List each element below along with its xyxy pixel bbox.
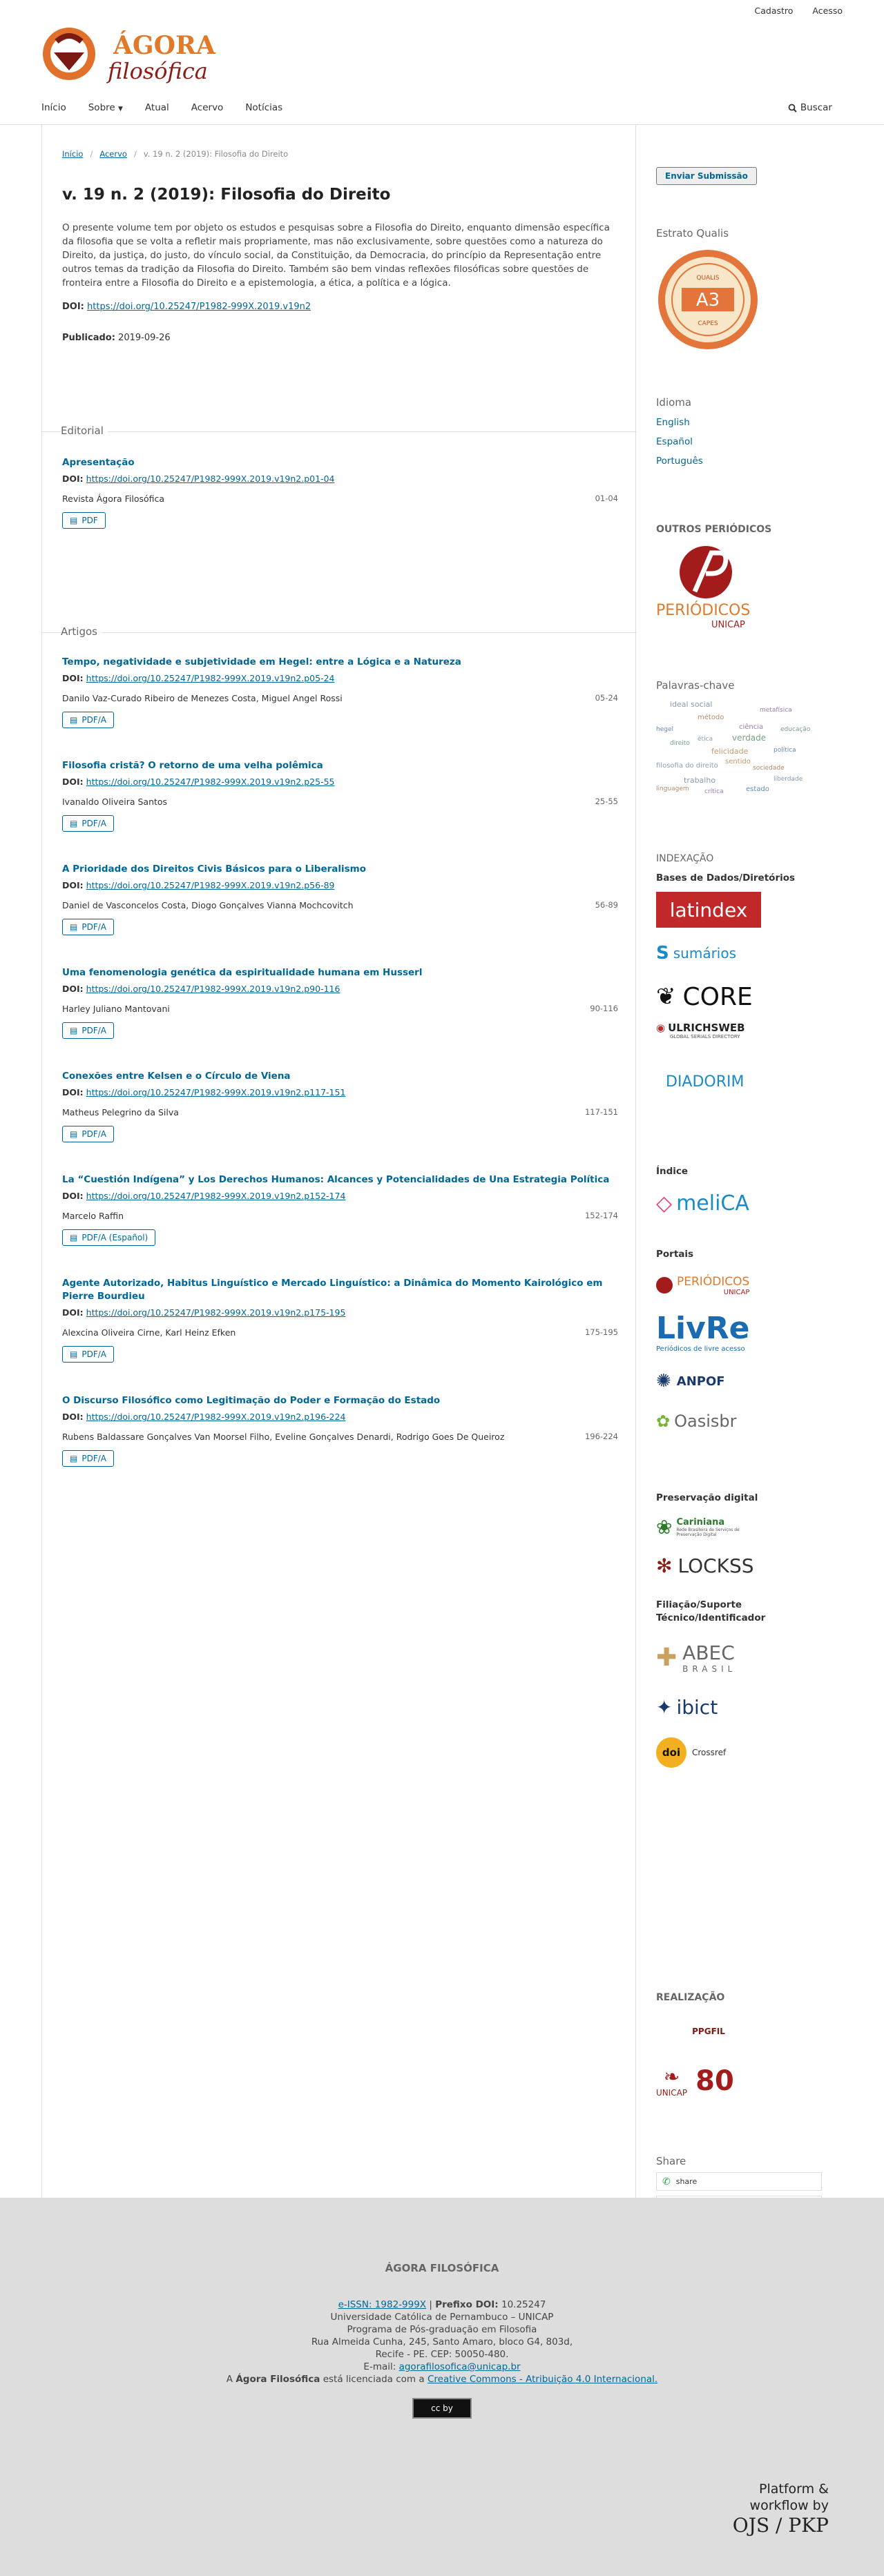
ibict-icon: ✦	[656, 1695, 673, 1719]
article-doi	[62, 1412, 618, 1422]
core-text: CORE	[682, 982, 753, 1011]
section-editorial-title: Editorial	[61, 425, 108, 437]
ulrichs-sub: GLOBAL SERIALS DIRECTORY	[670, 1034, 740, 1040]
article-title[interactable]: Agente Autorizado, Habitus Linguístico e Mercado Linguístico: a Dinâmica do Momento Kairológico em Pierre Bourdieu	[62, 1278, 603, 1302]
footer-issn-link[interactable]: e-ISSN: 1982-999X	[338, 2299, 427, 2310]
anpof-text: ANPOF	[676, 1374, 725, 1389]
main-nav	[41, 102, 282, 113]
section-articles-title: Artigos	[61, 625, 102, 638]
keyword-tag[interactable]: trabalho	[684, 776, 716, 785]
keyword-tag[interactable]: crítica	[704, 788, 724, 795]
article-title[interactable]: Uma fenomenologia genética da espiritualidade humana em Husserl	[62, 967, 423, 978]
keywords-title: Palavras-chave	[656, 679, 735, 692]
melica-text: meliCA	[676, 1191, 749, 1216]
melica-logo[interactable]	[656, 1187, 761, 1220]
search-label: Buscar	[800, 102, 832, 113]
article-entry	[62, 1070, 618, 1142]
unicap-80-logo[interactable]	[656, 2060, 761, 2102]
article-meta	[62, 693, 618, 703]
site-footer	[0, 2198, 884, 2576]
article-doi-label: DOI:	[62, 1307, 84, 1318]
keyword-tag[interactable]: sociedade	[753, 765, 785, 772]
article-pdf-label: PDF/A	[81, 922, 106, 932]
pkp-line3: OJS / PKP	[732, 2514, 829, 2537]
language-block	[656, 396, 843, 467]
diadorim-text: DIADORIM	[666, 1073, 744, 1091]
realizacao-block	[656, 1992, 843, 2102]
keyword-tag[interactable]: filosofia do direito	[656, 762, 718, 770]
keyword-tag[interactable]: metafísica	[760, 707, 792, 714]
section-articles	[41, 625, 637, 638]
indexing-title: INDEXAÇÃO	[656, 853, 714, 864]
indice-block	[656, 1166, 843, 1220]
keyword-tag[interactable]: ideal social	[670, 700, 713, 709]
qualis-top: QUALIS	[696, 275, 720, 282]
nav-sobre[interactable]	[88, 102, 123, 113]
abec-sub: BRASIL	[682, 1663, 737, 1674]
article-title[interactable]: Tempo, negatividade e subjetividade em Hegel: entre a Lógica e a Natureza	[62, 656, 461, 667]
keyword-tag[interactable]: hegel	[656, 726, 673, 733]
keyword-tag[interactable]: educação	[780, 726, 811, 733]
language-english[interactable]: English	[656, 417, 690, 428]
qualis-title: Estrato Qualis	[656, 227, 729, 240]
unicap2-text: UNICAP	[723, 1288, 750, 1296]
ulrichsweb-logo[interactable]	[656, 1022, 761, 1049]
article-doi	[62, 984, 618, 994]
footer-email-label: E-mail:	[363, 2361, 396, 2372]
eighty-text: 80	[695, 2065, 734, 2097]
periodicos-unicap-logo[interactable]	[656, 543, 767, 633]
qualis-seal	[656, 248, 760, 351]
footer-cep: Recife - PE. CEP: 50050-480.	[375, 2349, 509, 2360]
file-pdf-icon: ▤	[70, 922, 78, 932]
anpof-logo[interactable]	[656, 1367, 761, 1395]
article-pages: 196-224	[584, 1432, 618, 1441]
article-doi-link[interactable]: https://doi.org/10.25247/P1982-999X.2019.v19n2.p56-89	[86, 880, 335, 890]
footer-program: Programa de Pós-graduação em Filosofia	[347, 2324, 537, 2335]
article-doi-link[interactable]: https://doi.org/10.25247/P1982-999X.2019.v19n2.p01-04	[86, 474, 335, 484]
main-content	[41, 125, 636, 2198]
periodicos2-text: PERIÓDICOS	[677, 1274, 750, 1289]
ibict-logo[interactable]	[656, 1690, 761, 1724]
portals-block	[656, 1249, 843, 1435]
footer-license-link[interactable]: Creative Commons - Atribuição 4.0 Internacional.	[427, 2374, 658, 2385]
article-doi-label: DOI:	[62, 1087, 84, 1097]
keyword-tag[interactable]: ciência	[739, 723, 764, 731]
article-doi-label: DOI:	[62, 1412, 84, 1422]
user-nav	[755, 6, 843, 16]
anpof-icon: ✺	[656, 1371, 671, 1392]
ppgfil-text: PPGFIL	[692, 2027, 725, 2036]
keyword-tag[interactable]: método	[698, 714, 724, 721]
file-pdf-icon: ▤	[70, 516, 78, 525]
article-pages: 175-195	[584, 1327, 618, 1337]
article-title[interactable]: Filosofia cristã? O retorno de uma velha polêmica	[62, 760, 323, 771]
periodicos-icon	[656, 1277, 673, 1294]
article-pages: 152-174	[584, 1211, 618, 1220]
article-doi	[62, 1087, 618, 1097]
article-pdf-label: PDF/A	[81, 715, 106, 725]
periodicos-text: PERIÓDICOS	[656, 602, 751, 619]
article-entry	[62, 456, 618, 529]
article-pdf-button[interactable]	[62, 815, 114, 832]
unicap3-text: UNICAP	[656, 2087, 688, 2098]
share-whatsapp-label: share	[675, 2177, 698, 2186]
periodicos-portal-logo[interactable]	[656, 1268, 761, 1302]
footer-email-link[interactable]: agorafilosofica@unicap.br	[398, 2361, 521, 2372]
article-authors: Matheus Pelegrino da Silva	[62, 1107, 179, 1118]
keyword-tag[interactable]: estado	[746, 786, 769, 793]
article-pages: 05-24	[595, 693, 618, 703]
site-logo[interactable]	[40, 21, 222, 95]
nav-atual[interactable]: Atual	[144, 102, 169, 113]
sumarios-text: sumários	[673, 945, 737, 962]
footer-license-pre: A	[226, 2374, 233, 2385]
language-espanol[interactable]: Español	[656, 436, 693, 447]
article-pages: 01-04	[595, 494, 618, 503]
article-authors: Marcelo Raffin	[62, 1211, 124, 1221]
pkp-logo[interactable]	[718, 2481, 829, 2537]
article-pdf-label: PDF/A (Español)	[81, 1233, 148, 1242]
article-meta	[62, 1211, 618, 1221]
search-link[interactable]	[788, 102, 832, 113]
footer-prefix-label: Prefixo DOI:	[435, 2299, 499, 2310]
ibict-text: ibict	[676, 1695, 718, 1719]
preservation-block	[656, 1492, 843, 1579]
whatsapp-icon: ✆	[662, 2176, 671, 2187]
affiliation-title: Filiação/Suporte Técnico/Identificador	[656, 1599, 766, 1623]
keyword-tag[interactable]: felicidade	[711, 747, 749, 756]
breadcrumb-archive[interactable]: Acervo	[99, 149, 127, 159]
article-title[interactable]: Apresentação	[62, 457, 135, 468]
article-doi	[62, 474, 618, 484]
file-pdf-icon: ▤	[70, 819, 78, 828]
latindex-logo[interactable]	[656, 892, 761, 928]
site-header	[0, 0, 884, 125]
article-doi-link[interactable]: https://doi.org/10.25247/P1982-999X.2019.v19n2.p05-24	[86, 673, 335, 683]
article-pages: 117-151	[584, 1107, 618, 1117]
ulrichs-text: ULRICHSWEB	[668, 1022, 745, 1034]
issue-doi-link[interactable]: https://doi.org/10.25247/P1982-999X.2019.v19n2	[87, 302, 311, 312]
oasisbr-icon: ✿	[656, 1412, 671, 1431]
realizacao-title: REALIZAÇÃO	[656, 1992, 725, 2003]
sumarios-logo[interactable]	[656, 939, 761, 968]
language-title: Idioma	[656, 396, 692, 409]
article-pdf-button[interactable]	[62, 1126, 114, 1142]
article-authors: Daniel de Vasconcelos Costa, Diogo Gonçalves Vianna Mochcovitch	[62, 900, 354, 910]
article-pages: 25-55	[595, 797, 618, 806]
article-entry	[62, 1173, 618, 1246]
unicap-text: UNICAP	[711, 620, 745, 630]
article-authors: Danilo Vaz-Curado Ribeiro de Menezes Costa, Miguel Angel Rossi	[62, 693, 343, 703]
article-pdf-label: PDF/A	[81, 819, 106, 828]
abec-logo[interactable]	[656, 1636, 761, 1679]
article-entry	[62, 656, 618, 728]
article-authors: Ivanaldo Oliveira Santos	[62, 797, 168, 807]
livre-logo[interactable]	[656, 1312, 761, 1356]
breadcrumb-home[interactable]: Início	[62, 149, 84, 159]
article-title[interactable]: O Discurso Filosófico como Legitimação do Poder e Formação do Estado	[62, 1395, 441, 1406]
ppgfil-logo[interactable]	[656, 2014, 761, 2049]
lockss-logo[interactable]	[656, 1552, 761, 1579]
keyword-tag[interactable]: verdade	[732, 733, 767, 743]
article-title[interactable]: A Prioridade dos Direitos Civis Básicos para o Liberalismo	[62, 863, 367, 875]
footer-address: Rua Almeida Cunha, 245, Santo Amaro, bloco G4, 803d,	[311, 2336, 573, 2348]
lockss-text: LOCKSS	[678, 1554, 754, 1577]
indexing-block	[656, 853, 843, 1100]
logo-text-filosofica: filosófica	[108, 58, 208, 84]
melica-icon: ◇	[656, 1191, 673, 1216]
article-pdf-button[interactable]	[62, 1022, 114, 1039]
keyword-tag[interactable]: liberdade	[774, 776, 803, 783]
article-meta	[62, 1327, 618, 1338]
article-meta	[62, 1432, 618, 1442]
article-pdf-label: PDF	[81, 516, 98, 525]
article-pages: 90-116	[590, 1004, 618, 1013]
article-entry	[62, 1394, 618, 1467]
article-meta	[62, 494, 618, 504]
article-entry	[62, 966, 618, 1039]
lockss-icon: ✻	[656, 1554, 673, 1577]
published-date: 2019-09-26	[118, 333, 171, 343]
footer-title: ÁGORA FILOSÓFICA	[385, 2262, 499, 2274]
file-pdf-icon: ▤	[70, 1454, 78, 1463]
oasisbr-logo[interactable]	[656, 1407, 761, 1435]
keyword-tag[interactable]: direito	[670, 740, 690, 747]
other-journals-title: OUTROS PERIÓDICOS	[656, 524, 772, 535]
article-title[interactable]: Conexões entre Kelsen e o Círculo de Viena	[62, 1071, 291, 1082]
issue-published	[62, 333, 171, 343]
article-entry	[62, 1277, 618, 1363]
file-pdf-icon: ▤	[70, 1129, 78, 1139]
issue-description: O presente volume tem por objeto os estudos e pesquisas sobre a Filosofia do Direito, enquanto dimensão específica da filosofia que se volta a refletir mais propriamente, mas não exclusivamente, sobre questões como a natureza do Direito, da justiça, do justo, do vínculo social, da Constituição, da Democracia, do princípio da Representação entre outros temas da tradição da Filosofia do Direito. Também são bem vindas reflexões filosóficas sobre questões de fronteira entre a Filosofia do Direito e a epistemologia, a ética, a política e a lógica.	[62, 222, 610, 289]
doi-crossref-logo[interactable]	[656, 1735, 761, 1770]
sumarios-s-icon: S	[656, 943, 669, 964]
breadcrumb-current: v. 19 n. 2 (2019): Filosofia do Direito	[143, 149, 289, 159]
register-link[interactable]: Cadastro	[754, 6, 794, 16]
article-doi-link[interactable]: https://doi.org/10.25247/P1982-999X.2019.v19n2.p117-151	[86, 1087, 346, 1097]
portals-title: Portais	[656, 1249, 694, 1260]
article-pdf-button[interactable]	[62, 1346, 114, 1363]
login-link[interactable]: Acesso	[812, 6, 843, 16]
cariniana-icon: ❀	[656, 1515, 673, 1539]
issue-doi	[62, 302, 311, 312]
article-doi-link[interactable]: https://doi.org/10.25247/P1982-999X.2019.v19n2.p196-224	[86, 1412, 346, 1422]
article-pdf-label: PDF/A	[81, 1454, 106, 1463]
footer-license-name: Ágora Filosófica	[236, 2374, 320, 2385]
file-pdf-icon: ▤	[70, 1026, 78, 1035]
article-doi-label: DOI:	[62, 777, 84, 787]
keyword-tag[interactable]: linguagem	[656, 786, 689, 792]
share-title: Share	[656, 2155, 686, 2167]
footer-university: Universidade Católica de Pernambuco – UNICAP	[330, 2312, 554, 2323]
pkp-line1: Platform &	[759, 2481, 829, 2497]
article-meta	[62, 1004, 618, 1014]
footer-license-line	[0, 2373, 884, 2385]
article-entry	[62, 759, 618, 832]
article-doi-label: DOI:	[62, 673, 84, 683]
article-authors: Alexcina Oliveira Cirne, Karl Heinz Efken	[62, 1327, 236, 1338]
file-pdf-icon: ▤	[70, 1233, 78, 1242]
breadcrumb: Início / Acervo / v. 19 n. 2 (2019): Filosofia do Direito	[62, 149, 289, 159]
cc-license-badge[interactable]	[412, 2398, 472, 2419]
article-entry	[62, 863, 618, 935]
article-doi	[62, 1191, 618, 1201]
doi-label: DOI:	[62, 302, 84, 312]
indice-title: Índice	[656, 1166, 689, 1177]
article-authors: Rubens Baldassare Gonçalves Van Moorsel Filho, Eveline Gonçalves Denardi, Rodrigo Goes De Queiroz	[62, 1432, 505, 1442]
article-authors: Revista Ágora Filosófica	[62, 494, 165, 504]
article-doi	[62, 880, 618, 890]
file-pdf-icon: ▤	[70, 1349, 78, 1359]
footer-prefix: 10.25247	[501, 2299, 546, 2310]
oasisbr-text: Oasisbr	[674, 1412, 737, 1431]
search-icon	[788, 104, 797, 113]
article-doi-label: DOI:	[62, 1191, 84, 1201]
article-pdf-button[interactable]	[62, 1229, 155, 1246]
article-pdf-label: PDF/A	[81, 1129, 106, 1139]
article-meta	[62, 797, 618, 807]
article-meta	[62, 1107, 618, 1118]
databases-title: Bases de Dados/Diretórios	[656, 872, 796, 884]
pkp-line2: workflow by	[749, 2498, 829, 2513]
article-pdf-button[interactable]	[62, 712, 114, 728]
share-whatsapp-button[interactable]	[656, 2172, 822, 2191]
article-pdf-label: PDF/A	[81, 1026, 106, 1035]
article-pdf-label: PDF/A	[81, 1349, 106, 1359]
file-pdf-icon: ▤	[70, 715, 78, 725]
article-doi-link[interactable]: https://doi.org/10.25247/P1982-999X.2019.v19n2.p25-55	[86, 777, 335, 787]
latindex-text: latindex	[669, 898, 748, 921]
diadorim-logo[interactable]	[656, 1063, 761, 1100]
article-doi-link[interactable]: https://doi.org/10.25247/P1982-999X.2019.v19n2.p175-195	[86, 1307, 346, 1318]
preservation-title: Preservação digital	[656, 1492, 758, 1503]
keyword-cloud	[656, 699, 811, 802]
article-pdf-button[interactable]	[62, 1450, 114, 1467]
article-doi-label: DOI:	[62, 474, 84, 484]
qualis-grade: A3	[695, 290, 720, 311]
doi-logo: doi	[656, 1737, 686, 1768]
nav-inicio[interactable]: Início	[41, 102, 66, 113]
language-portugues[interactable]: Português	[656, 456, 703, 467]
cc-badge-text: cc by	[431, 2403, 453, 2413]
article-pdf-button[interactable]	[62, 512, 106, 529]
affiliation-block	[656, 1599, 843, 1770]
crossref-text: Crossref	[692, 1748, 727, 1757]
article-doi-link[interactable]: https://doi.org/10.25247/P1982-999X.2019.v19n2.p90-116	[86, 984, 340, 994]
article-doi	[62, 673, 618, 683]
section-editorial	[41, 425, 637, 437]
submit-button[interactable]: Enviar Submissão	[656, 167, 757, 185]
cariniana-sub: Rede Brasileira de Serviços de Preservação Digital	[676, 1527, 740, 1537]
footer-issn-line: e-ISSN: 1982-999X | Prefixo DOI: 10.25247	[338, 2299, 546, 2310]
caret-down-icon: ▼	[118, 106, 123, 113]
cariniana-text: Cariniana	[676, 1516, 725, 1528]
article-pdf-button[interactable]	[62, 919, 114, 935]
abec-text: ABEC	[682, 1641, 735, 1664]
keyword-tag[interactable]: ética	[698, 736, 713, 743]
core-logo[interactable]	[656, 979, 761, 1015]
unicap-bird-icon: ❧	[663, 2065, 680, 2088]
abec-icon: ✚	[656, 1643, 678, 1672]
other-journals-block	[656, 524, 843, 636]
article-meta	[62, 900, 618, 910]
article-title[interactable]: La “Cuestión Indígena” y Los Derechos Humanos: Alcances y Potencialidades de Una Estrategia Política	[62, 1174, 610, 1185]
footer-email-line	[0, 2361, 884, 2373]
article-doi-label: DOI:	[62, 880, 84, 890]
footer-license-mid: está licenciada com a	[323, 2374, 425, 2385]
article-doi	[62, 1307, 618, 1318]
published-label: Publicado:	[62, 333, 115, 343]
page-title: v. 19 n. 2 (2019): Filosofia do Direito	[62, 186, 391, 204]
article-authors: Harley Juliano Mantovani	[62, 1004, 170, 1014]
article-doi	[62, 777, 618, 787]
livre-text: LivRe	[656, 1311, 750, 1346]
logo-text-agora: ÁGORA	[113, 31, 215, 60]
ulrichs-icon: ◉	[656, 1022, 666, 1034]
keyword-tag[interactable]: sentido	[725, 758, 751, 765]
keyword-tag[interactable]: política	[774, 747, 796, 754]
qualis-bottom: CAPES	[698, 320, 718, 327]
article-pages: 56-89	[595, 900, 618, 910]
livre-sub: Periódicos de livre acesso	[656, 1345, 745, 1353]
nav-sobre-label: Sobre	[88, 102, 115, 113]
cariniana-logo[interactable]	[656, 1513, 761, 1541]
article-doi-link[interactable]: https://doi.org/10.25247/P1982-999X.2019.v19n2.p152-174	[86, 1191, 346, 1201]
nav-acervo[interactable]: Acervo	[191, 102, 224, 113]
apple-core-icon: ❦	[656, 983, 676, 1011]
article-doi-label: DOI:	[62, 984, 84, 994]
qualis-block	[656, 227, 843, 354]
nav-noticias[interactable]: Notícias	[245, 102, 283, 113]
keywords-block	[656, 679, 843, 802]
